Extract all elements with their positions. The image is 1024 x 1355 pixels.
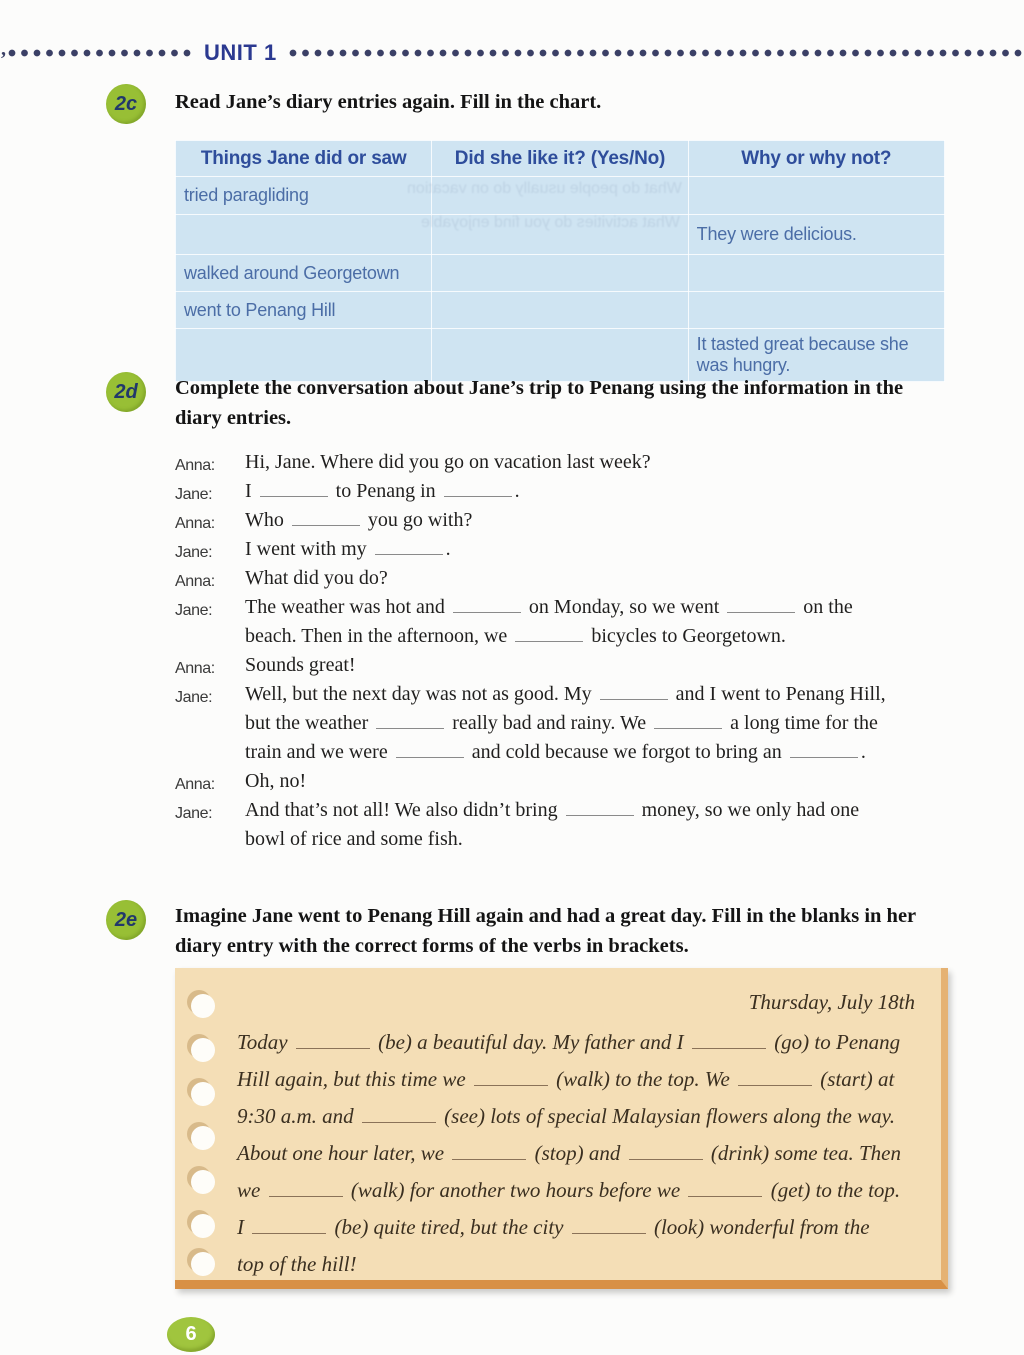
fill-in-blank bbox=[252, 1215, 326, 1234]
dialogue-text: Well, but the next day was not as good. My and I went to Penang Hill, but the weather really bad and rainy. We a long time for the train and we were and cold because we forgot to bring an . bbox=[245, 683, 886, 763]
dialogue-text: I went with my . bbox=[245, 538, 451, 560]
artifact-mark: , bbox=[1, 38, 6, 60]
speaker-label: Anna: bbox=[175, 660, 215, 677]
speaker-label: Jane: bbox=[175, 544, 213, 561]
diary-date: Thursday, July 18th bbox=[748, 990, 915, 1014]
speaker-label: Anna: bbox=[175, 515, 215, 532]
punch-hole bbox=[191, 1252, 215, 1276]
table-header-cell: Why or why not? bbox=[688, 141, 944, 177]
fill-in-blank bbox=[654, 711, 722, 729]
dotted-rule-right bbox=[289, 49, 1024, 57]
unit-title: UNIT 1 bbox=[204, 40, 277, 65]
table-cell bbox=[688, 292, 944, 329]
fill-in-blank bbox=[292, 508, 360, 526]
table-cell bbox=[688, 255, 944, 292]
conversation-line bbox=[175, 651, 890, 680]
fill-in-blank bbox=[738, 1067, 812, 1086]
ghost-print-through: What activities do you find enjoyable bbox=[421, 214, 680, 231]
speaker-label: Anna: bbox=[175, 776, 215, 793]
conversation-line bbox=[175, 448, 890, 477]
conversation-line bbox=[175, 477, 890, 506]
conversation-line bbox=[175, 767, 890, 796]
table-cell: went to Penang Hill bbox=[176, 292, 432, 329]
dialogue-text: Oh, no! bbox=[245, 770, 307, 792]
dialogue-text: Who you go with? bbox=[245, 509, 473, 531]
section-2d-title: Complete the conversation about Jane’s trip to Penang using the information in the diary entries. bbox=[175, 377, 904, 429]
fill-in-blank bbox=[269, 1178, 343, 1197]
table-cell bbox=[176, 215, 432, 255]
dialogue-text: The weather was hot and on Monday, so we went on the beach. Then in the afternoon, we bicycles to Georgetown. bbox=[245, 596, 853, 647]
speaker-label: Jane: bbox=[175, 486, 213, 503]
speaker-label: Jane: bbox=[175, 689, 213, 706]
fill-in-blank bbox=[572, 1215, 646, 1234]
fill-in-blank bbox=[566, 798, 634, 816]
table-row bbox=[176, 255, 945, 292]
fill-in-blank bbox=[515, 624, 583, 642]
fill-in-blank bbox=[629, 1141, 703, 1160]
section-2c-title: Read Jane’s diary entries again. Fill in the chart. bbox=[175, 91, 602, 113]
dialogue-text: What did you do? bbox=[245, 567, 388, 589]
table-row bbox=[176, 292, 945, 329]
conversation-line bbox=[175, 593, 890, 651]
fill-in-blank bbox=[396, 740, 464, 758]
dialogue-text: And that’s not all! We also didn’t bring money, so we only had one bowl of rice and some fish. bbox=[245, 799, 860, 850]
table-cell bbox=[688, 177, 944, 215]
table-cell: They were delicious. bbox=[688, 215, 944, 255]
conversation-line bbox=[175, 796, 890, 854]
conversation bbox=[175, 448, 890, 854]
table-header-cell: Things Jane did or saw bbox=[176, 141, 432, 177]
section-2c-badge: 2c bbox=[106, 84, 146, 124]
conversation-line bbox=[175, 680, 890, 767]
punch-hole bbox=[191, 994, 215, 1018]
fill-in-blank bbox=[444, 479, 512, 497]
fill-in-blank bbox=[376, 711, 444, 729]
speaker-label: Anna: bbox=[175, 573, 215, 590]
dialogue-text: I to Penang in . bbox=[245, 480, 520, 502]
punch-hole bbox=[191, 1082, 215, 1106]
fill-in-blank bbox=[790, 740, 858, 758]
fill-in-blank bbox=[727, 595, 795, 613]
conversation-line bbox=[175, 535, 890, 564]
section-2e-title: Imagine Jane went to Penang Hill again and had a great day. Fill in the blanks in her diary entry with the correct forms of the verbs in brackets. bbox=[175, 905, 916, 957]
punch-hole bbox=[191, 1170, 215, 1194]
fill-in-blank bbox=[452, 1141, 526, 1160]
fill-in-blank bbox=[296, 1030, 370, 1049]
dialogue-text: Sounds great! bbox=[245, 654, 356, 676]
speaker-label: Anna: bbox=[175, 457, 215, 474]
dialogue-text: Hi, Jane. Where did you go on vacation last week? bbox=[245, 451, 651, 473]
diary-notepad bbox=[175, 968, 948, 1289]
ghost-print-through: What do people usually do on vacation bbox=[407, 180, 682, 197]
punch-hole bbox=[191, 1126, 215, 1150]
table-cell: tried paragliding bbox=[176, 177, 432, 215]
conversation-line bbox=[175, 506, 890, 535]
diary-chart bbox=[175, 140, 945, 382]
table-header-row bbox=[176, 141, 945, 177]
conversation-line bbox=[175, 564, 890, 593]
punch-hole bbox=[191, 1214, 215, 1238]
fill-in-blank bbox=[362, 1104, 436, 1123]
unit-header bbox=[0, 40, 1024, 66]
section-2d-badge: 2d bbox=[106, 372, 146, 412]
punch-hole bbox=[191, 1038, 215, 1062]
diary-text: Today (be) a beautiful day. My father and I (go) to Penang Hill again, but this time we (walk) to the top. We (start) at 9:30 a.m. and (see) lots of special Malaysian flowers along the way. About one hour later, we (stop) and (drink) some tea. Then we (walk) for another two hours before we (get) to the top. I (be) quite tired, but the city (look) wonderful from the top of the hill! bbox=[237, 1030, 901, 1276]
speaker-label: Jane: bbox=[175, 805, 213, 822]
dotted-rule-left bbox=[8, 49, 192, 57]
table-cell bbox=[432, 255, 688, 292]
fill-in-blank bbox=[375, 537, 443, 555]
section-2e-badge: 2e bbox=[106, 900, 146, 940]
table-header-cell: Did she like it? (Yes/No) bbox=[432, 141, 688, 177]
fill-in-blank bbox=[453, 595, 521, 613]
fill-in-blank bbox=[688, 1178, 762, 1197]
table-cell bbox=[432, 292, 688, 329]
chart-table bbox=[175, 140, 945, 382]
fill-in-blank bbox=[260, 479, 328, 497]
speaker-label: Jane: bbox=[175, 602, 213, 619]
fill-in-blank bbox=[600, 682, 668, 700]
fill-in-blank bbox=[692, 1030, 766, 1049]
page-number-badge: 6 bbox=[167, 1317, 215, 1352]
table-cell: It tasted great because she was hungry. bbox=[688, 329, 944, 382]
table-cell: walked around Georgetown bbox=[176, 255, 432, 292]
fill-in-blank bbox=[474, 1067, 548, 1086]
